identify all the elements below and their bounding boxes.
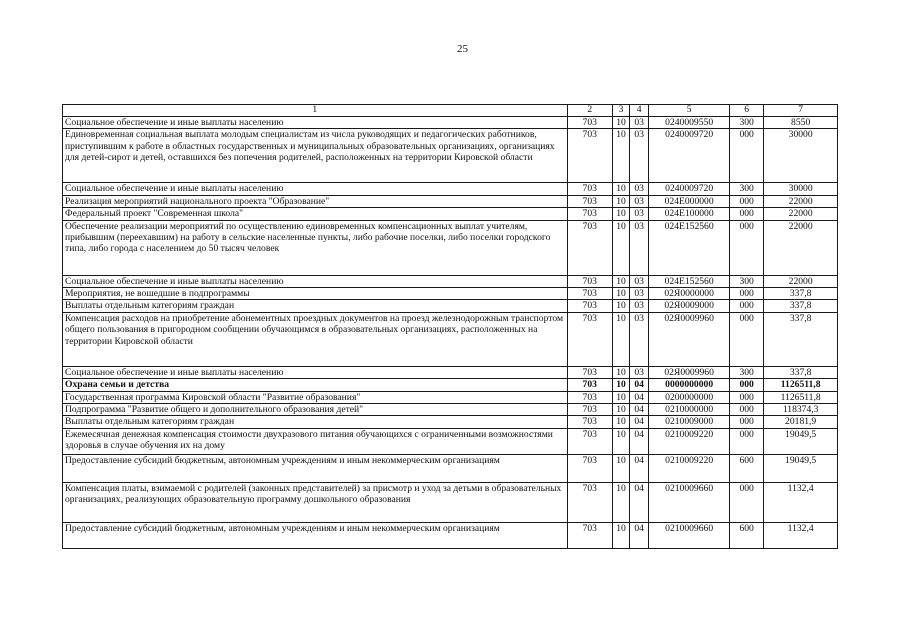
- cell-pr: 03: [630, 288, 649, 300]
- cell-csr: 024E100000: [649, 208, 730, 220]
- cell-rz: 10: [612, 404, 629, 416]
- cell-pr: 04: [630, 428, 649, 454]
- cell-sum: 1132,4: [764, 482, 838, 522]
- cell-csr: 0240009720: [649, 183, 730, 195]
- cell-rz: 10: [612, 220, 629, 275]
- cell-rz: 10: [612, 129, 629, 183]
- cell-rz: 10: [612, 379, 629, 391]
- cell-sum: 118374,3: [764, 404, 838, 416]
- cell-pr: 04: [630, 404, 649, 416]
- cell-pr: 04: [630, 454, 649, 482]
- cell-vr: 000: [729, 416, 763, 428]
- cell-ved: 703: [567, 482, 612, 522]
- cell-ved: 703: [567, 300, 612, 312]
- cell-name: Выплаты отдельным категориям граждан: [63, 416, 568, 428]
- cell-pr: 03: [630, 220, 649, 275]
- cell-csr: 02Я0009960: [649, 366, 730, 378]
- cell-vr: 000: [729, 300, 763, 312]
- cell-name: Предоставление субсидий бюджетным, автономным учреждениям и иным некоммерческим организациям: [63, 454, 568, 482]
- cell-rz: 10: [612, 428, 629, 454]
- table-row: [63, 275, 838, 287]
- cell-csr: 0210009660: [649, 522, 730, 548]
- cell-vr: 300: [729, 183, 763, 195]
- cell-sum: 22000: [764, 208, 838, 220]
- cell-name: Государственная программа Кировской области "Развитие образования": [63, 391, 568, 403]
- cell-sum: 22000: [764, 275, 838, 287]
- cell-pr: 03: [630, 183, 649, 195]
- cell-vr: 000: [729, 404, 763, 416]
- table-row: [63, 379, 838, 391]
- cell-ved: 703: [567, 129, 612, 183]
- cell-ved: 703: [567, 379, 612, 391]
- cell-pr: 04: [630, 391, 649, 403]
- table-row: [63, 482, 838, 522]
- table-row: [63, 208, 838, 220]
- header-cell-sum: 7: [764, 105, 838, 117]
- cell-sum: 1126511,8: [764, 391, 838, 403]
- header-cell-csr: 5: [649, 105, 730, 117]
- table-row: [63, 522, 838, 548]
- cell-rz: 10: [612, 416, 629, 428]
- cell-rz: 10: [612, 288, 629, 300]
- cell-sum: 22000: [764, 220, 838, 275]
- table-row: [63, 428, 838, 454]
- cell-sum: 22000: [764, 195, 838, 207]
- table-header-row: [63, 105, 838, 117]
- cell-sum: 337,8: [764, 366, 838, 378]
- cell-sum: 337,8: [764, 288, 838, 300]
- cell-name: Компенсация расходов на приобретение абонементных проездных документов на проезд железнодорожным транспортом общего пользования в пригородном сообщении обучающимся в образовательных организациях, расположенных на территории Кировской области: [63, 312, 568, 366]
- cell-rz: 10: [612, 391, 629, 403]
- cell-sum: 30000: [764, 129, 838, 183]
- cell-name: Социальное обеспечение и иные выплаты населению: [63, 275, 568, 287]
- cell-csr: 02Я0009960: [649, 312, 730, 366]
- cell-pr: 03: [630, 208, 649, 220]
- cell-ved: 703: [567, 522, 612, 548]
- table-row: [63, 183, 838, 195]
- cell-name: Предоставление субсидий бюджетным, автономным учреждениям и иным некоммерческим организациям: [63, 522, 568, 548]
- cell-csr: 0240009720: [649, 129, 730, 183]
- cell-vr: 000: [729, 379, 763, 391]
- cell-vr: 300: [729, 275, 763, 287]
- cell-csr: 0200000000: [649, 391, 730, 403]
- table-row: [63, 391, 838, 403]
- cell-ved: 703: [567, 220, 612, 275]
- cell-pr: 03: [630, 366, 649, 378]
- cell-rz: 10: [612, 183, 629, 195]
- cell-rz: 10: [612, 117, 629, 129]
- cell-pr: 04: [630, 522, 649, 548]
- cell-vr: 600: [729, 522, 763, 548]
- cell-rz: 10: [612, 522, 629, 548]
- cell-ved: 703: [567, 312, 612, 366]
- cell-rz: 10: [612, 208, 629, 220]
- cell-name: Обеспечение реализации мероприятий по осуществлению единовременных компенсационных выплат учителям, прибывшим (переехавшим) на работу в сельские населенные пункты, либо рабочие поселки, либо поселки городского типа, либо города с населением до 50 тысяч человек: [63, 220, 568, 275]
- table-row: [63, 366, 838, 378]
- cell-csr: 0240009550: [649, 117, 730, 129]
- cell-pr: 04: [630, 416, 649, 428]
- header-cell-vr: 6: [729, 105, 763, 117]
- cell-rz: 10: [612, 195, 629, 207]
- cell-csr: 024E152560: [649, 220, 730, 275]
- cell-vr: 600: [729, 454, 763, 482]
- cell-ved: 703: [567, 454, 612, 482]
- cell-name: Социальное обеспечение и иные выплаты населению: [63, 117, 568, 129]
- cell-sum: 337,8: [764, 300, 838, 312]
- cell-csr: 0210000000: [649, 404, 730, 416]
- cell-sum: 30000: [764, 183, 838, 195]
- header-cell-name: 1: [63, 105, 568, 117]
- cell-csr: 0210009660: [649, 482, 730, 522]
- cell-vr: 000: [729, 220, 763, 275]
- cell-name: Реализация мероприятий национального проекта "Образование": [63, 195, 568, 207]
- cell-name: Единовременная социальная выплата молодым специалистам из числа руководящих и педагогических работников, приступившим к работе в областных государственных и муниципальных образовательных организациях, организациях для детей-сирот и детей, оставшихся без попечения родителей, расположенных на территории Кировской области: [63, 129, 568, 183]
- cell-rz: 10: [612, 275, 629, 287]
- table-row: [63, 220, 838, 275]
- cell-ved: 703: [567, 208, 612, 220]
- header-cell-ved: 2: [567, 105, 612, 117]
- cell-vr: 000: [729, 288, 763, 300]
- cell-pr: 03: [630, 195, 649, 207]
- cell-csr: 024E152560: [649, 275, 730, 287]
- cell-csr: 0000000000: [649, 379, 730, 391]
- cell-pr: 03: [630, 275, 649, 287]
- table-row: [63, 404, 838, 416]
- cell-sum: 19049,5: [764, 428, 838, 454]
- cell-vr: 000: [729, 312, 763, 366]
- cell-name: Подпрограмма "Развитие общего и дополнительного образования детей": [63, 404, 568, 416]
- cell-vr: 000: [729, 428, 763, 454]
- cell-sum: 19049,5: [764, 454, 838, 482]
- cell-vr: 300: [729, 366, 763, 378]
- cell-vr: 000: [729, 482, 763, 522]
- cell-sum: 1126511,8: [764, 379, 838, 391]
- cell-vr: 000: [729, 391, 763, 403]
- cell-rz: 10: [612, 454, 629, 482]
- table-row: [63, 312, 838, 366]
- table-row: [63, 195, 838, 207]
- table-row: [63, 288, 838, 300]
- table-row: [63, 416, 838, 428]
- cell-csr: 0210009220: [649, 428, 730, 454]
- cell-ved: 703: [567, 195, 612, 207]
- cell-rz: 10: [612, 482, 629, 522]
- cell-pr: 04: [630, 482, 649, 522]
- budget-table: [62, 104, 838, 549]
- cell-sum: 337,8: [764, 312, 838, 366]
- cell-csr: 0210009220: [649, 454, 730, 482]
- cell-name: Компенсация платы, взимаемой с родителей (законных представителей) за присмотр и уход за детьми в образовательных организациях, реализующих образовательную программу дошкольного образования: [63, 482, 568, 522]
- cell-vr: 300: [729, 117, 763, 129]
- cell-name: Ежемесячная денежная компенсация стоимости двухразового питания обучающихся с ограниченными возможностями здоровья в случае обучения их на дому: [63, 428, 568, 454]
- cell-vr: 000: [729, 129, 763, 183]
- cell-csr: 024E000000: [649, 195, 730, 207]
- cell-sum: 20181,9: [764, 416, 838, 428]
- cell-name: Социальное обеспечение и иные выплаты населению: [63, 366, 568, 378]
- cell-csr: 0210009000: [649, 416, 730, 428]
- cell-name: Социальное обеспечение и иные выплаты населению: [63, 183, 568, 195]
- page-number: 25: [457, 43, 468, 55]
- cell-sum: 1132,4: [764, 522, 838, 548]
- cell-name: Выплаты отдельным категориям граждан: [63, 300, 568, 312]
- header-cell-pr: 4: [630, 105, 649, 117]
- table-row: [63, 129, 838, 183]
- cell-ved: 703: [567, 391, 612, 403]
- cell-pr: 03: [630, 117, 649, 129]
- table-row: [63, 117, 838, 129]
- cell-csr: 02Я0009000: [649, 300, 730, 312]
- header-cell-rz: 3: [612, 105, 629, 117]
- cell-ved: 703: [567, 183, 612, 195]
- cell-vr: 000: [729, 208, 763, 220]
- cell-name: Мероприятия, не вошедшие в подпрограммы: [63, 288, 568, 300]
- cell-name: Федеральный проект "Современная школа": [63, 208, 568, 220]
- cell-ved: 703: [567, 404, 612, 416]
- table-row: [63, 454, 838, 482]
- cell-ved: 703: [567, 275, 612, 287]
- cell-rz: 10: [612, 300, 629, 312]
- cell-rz: 10: [612, 312, 629, 366]
- cell-rz: 10: [612, 366, 629, 378]
- cell-ved: 703: [567, 117, 612, 129]
- cell-ved: 703: [567, 428, 612, 454]
- cell-pr: 04: [630, 379, 649, 391]
- table-row: [63, 300, 838, 312]
- cell-vr: 000: [729, 195, 763, 207]
- cell-sum: 8550: [764, 117, 838, 129]
- cell-pr: 03: [630, 129, 649, 183]
- cell-ved: 703: [567, 366, 612, 378]
- cell-ved: 703: [567, 416, 612, 428]
- cell-name: Охрана семьи и детства: [63, 379, 568, 391]
- cell-csr: 02Я0000000: [649, 288, 730, 300]
- cell-pr: 03: [630, 312, 649, 366]
- cell-ved: 703: [567, 288, 612, 300]
- cell-pr: 03: [630, 300, 649, 312]
